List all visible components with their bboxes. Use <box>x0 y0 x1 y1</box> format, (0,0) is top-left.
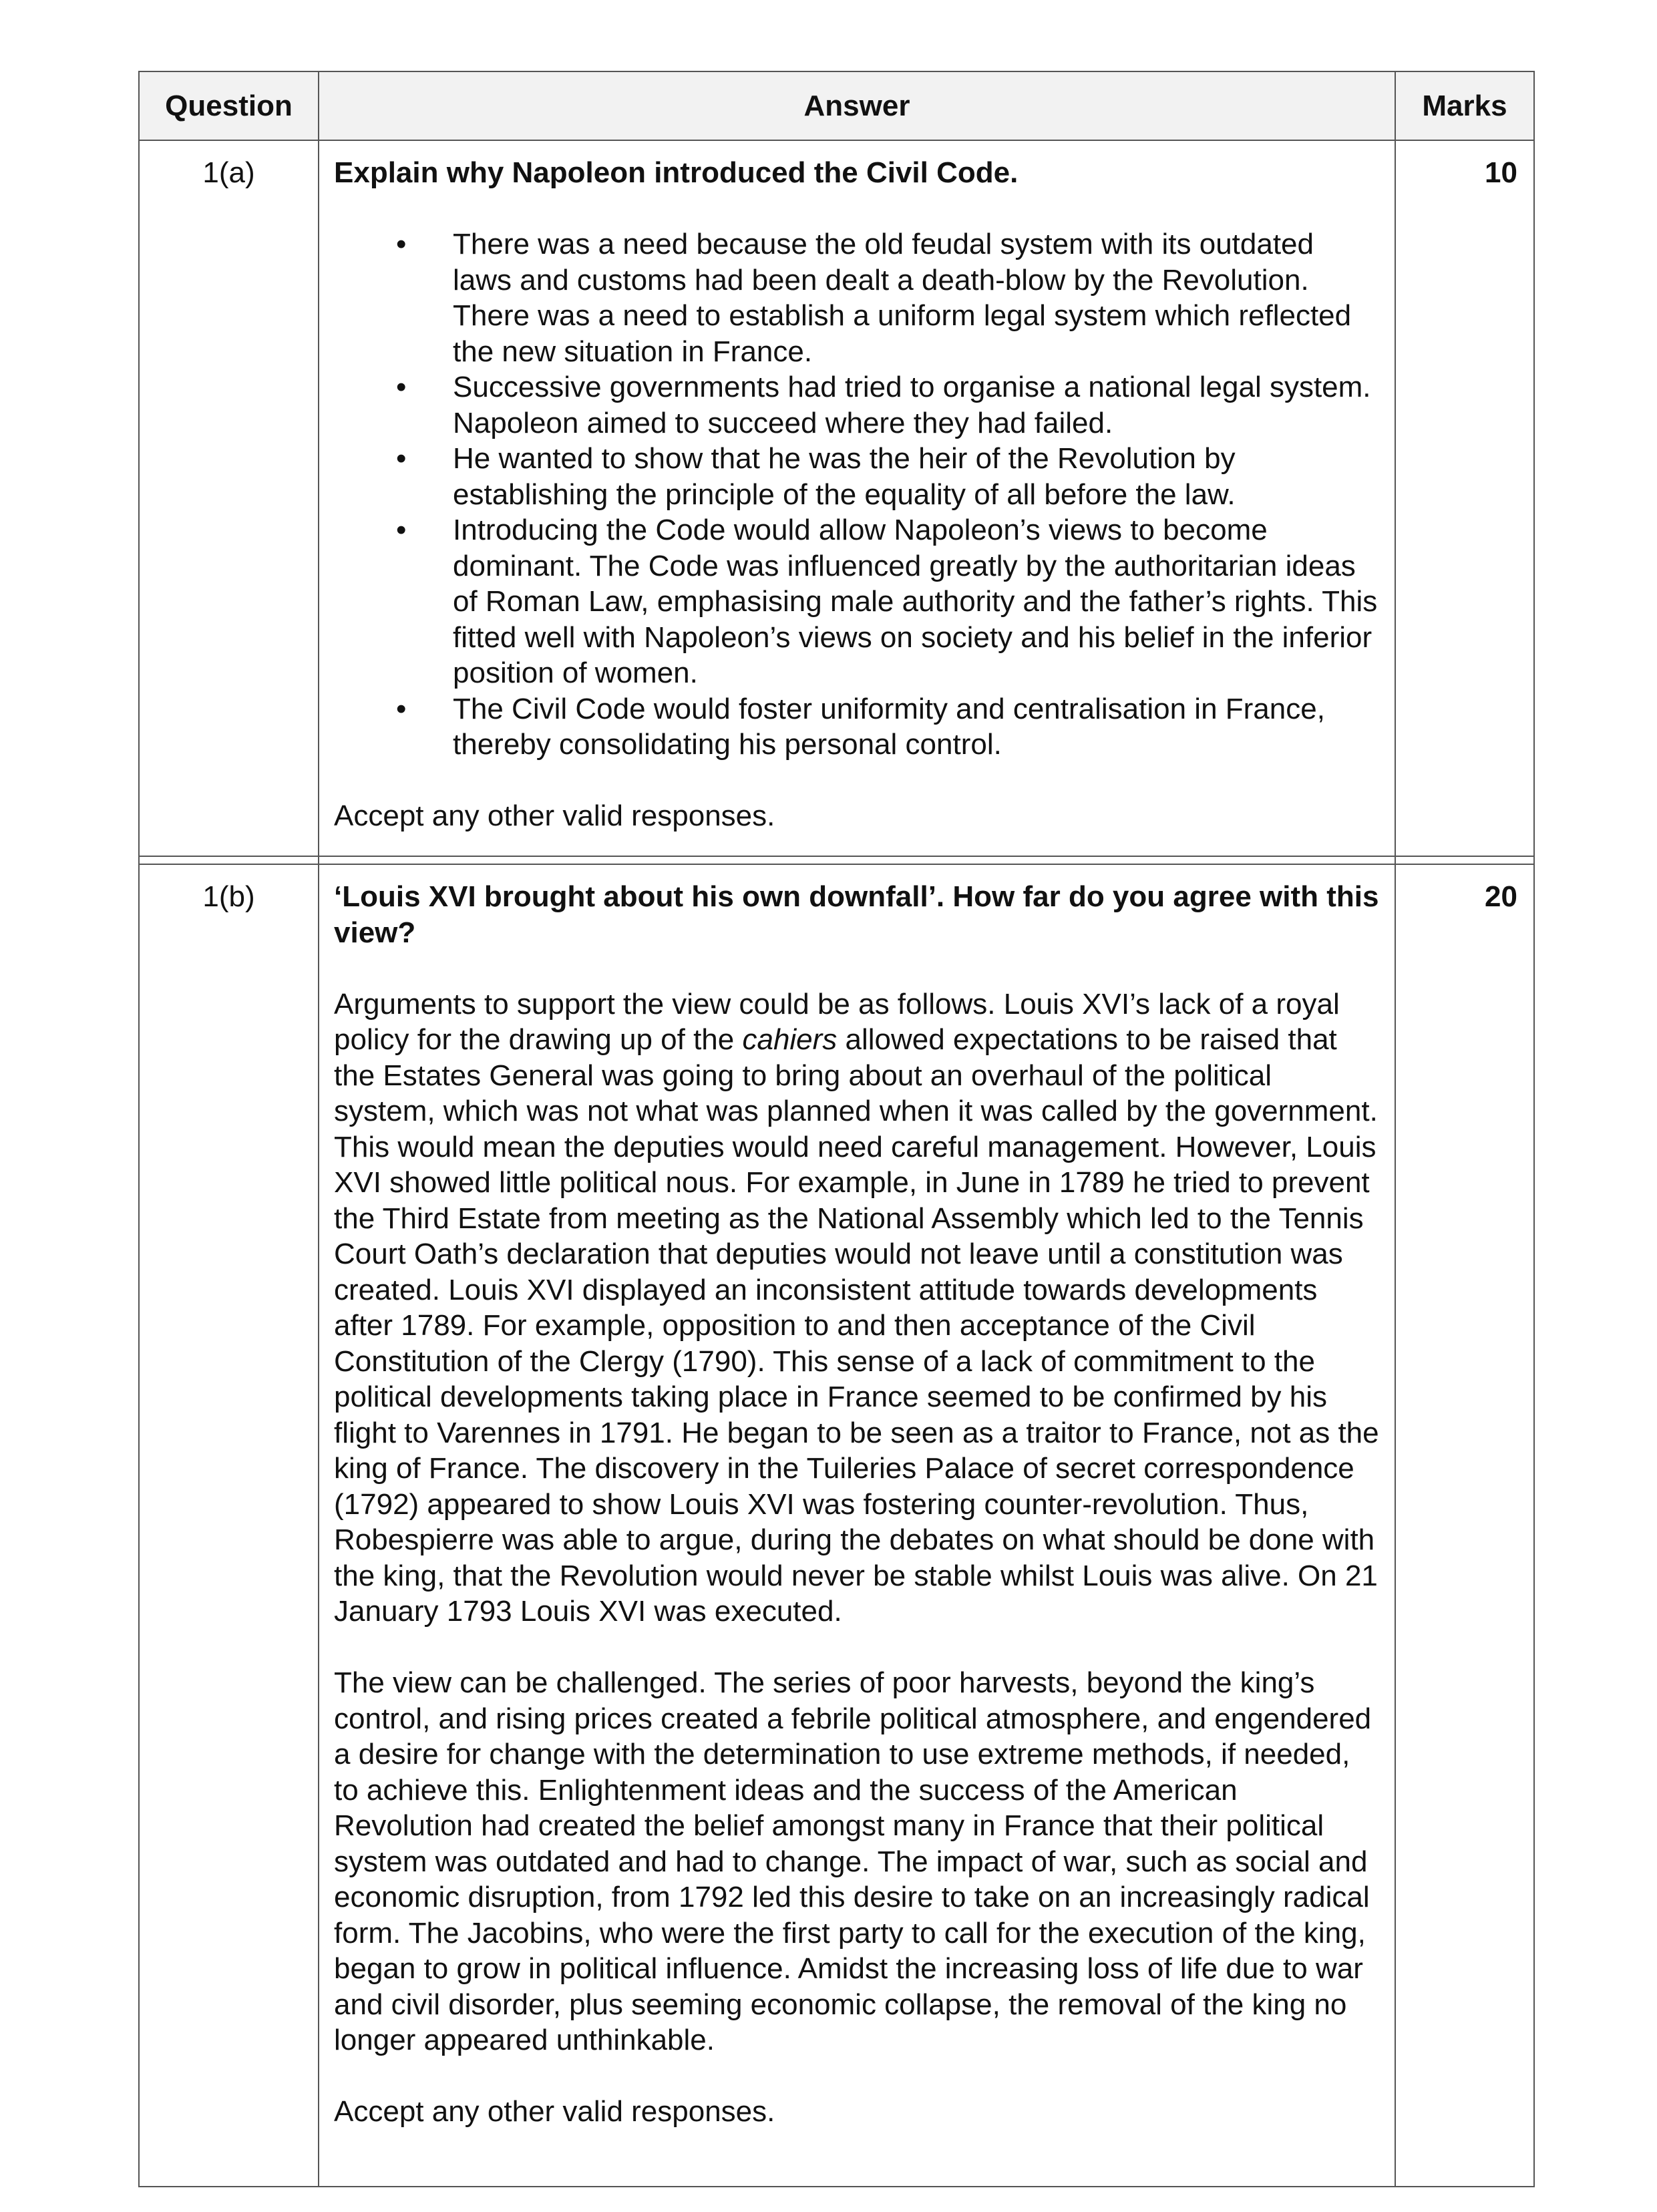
bullet-text: The Civil Code would foster uniformity and centralisation in France, thereby consolidating his personal control. <box>453 692 1325 761</box>
marks-value: 10 <box>1395 140 1534 856</box>
question-prompt: ‘Louis XVI brought about his own downfall’. How far do you agree with this view? <box>334 880 1379 949</box>
question-header: Question <box>139 71 319 140</box>
list-item <box>396 369 1380 441</box>
question-number: 1(a) <box>139 140 319 856</box>
bullet-text: He wanted to show that he was the heir of the Revolution by establishing the principle of the equality of all before the law. <box>453 442 1236 511</box>
answer-bullet-list <box>334 226 1380 763</box>
marks-value: 20 <box>1395 864 1534 2187</box>
closing-note: Accept any other valid responses. <box>334 2095 775 2128</box>
answer-header: Answer <box>319 71 1395 140</box>
marks-header: Marks <box>1395 71 1534 140</box>
header-row <box>139 71 1534 140</box>
bullet-icon: • <box>396 692 407 725</box>
list-item <box>396 441 1380 512</box>
divider-cell <box>1395 856 1534 864</box>
answer-paragraph-support <box>334 986 1380 1630</box>
divider-cell <box>139 856 319 864</box>
mark-scheme-sheet <box>138 71 1533 2187</box>
bullet-text: Introducing the Code would allow Napoleon’s views to become dominant. The Code was influenced greatly by the authoritarian ideas of Roman Law, emphasising male authority and the father’s rights. This fitted well with Napoleon’s views on society and his belief in the inferior position of women. <box>453 514 1378 689</box>
mark-scheme-table <box>138 71 1535 2187</box>
question-prompt: Explain why Napoleon introduced the Civil Code. <box>334 156 1019 189</box>
divider-cell <box>319 856 1395 864</box>
question-number: 1(b) <box>139 864 319 2187</box>
table-row <box>139 140 1534 856</box>
bullet-icon: • <box>396 371 407 403</box>
bullet-icon: • <box>396 514 407 546</box>
row-divider <box>139 856 1534 864</box>
list-item <box>396 226 1380 369</box>
bullet-icon: • <box>396 228 407 260</box>
bullet-icon: • <box>396 442 407 475</box>
paragraph-text: Arguments to support the view could be as follows. Louis XVI’s lack of a royal policy for the drawing up of the <box>334 987 1340 1056</box>
bullet-text: There was a need because the old feudal system with its outdated laws and customs had been dealt a death-blow by the Revolution. There was a need to establish a uniform legal system which reflected the new situation in France. <box>453 228 1352 368</box>
list-item <box>396 691 1380 763</box>
answer-cell <box>319 140 1395 856</box>
paragraph-text: allowed expectations to be raised that the Estates General was going to bring about an overhaul of the political system, which was not what was planned when it was called by the government. This would mean the deputies would need careful management. However, Louis XVI showed little political nous. For example, in June in 1789 he tried to prevent the Third Estate from meeting as the National Assembly which led to the Tennis Court Oath’s declaration that deputies would not leave until a constitution was created. Louis XVI displayed an inconsistent attitude towards developments after 1789. For example, opposition to and then acceptance of the Civil Constitution of the Clergy (1790). This sense of a lack of commitment to the political developments taking place in France seemed to be confirmed by his flight to Varennes in 1791. He began to be seen as a traitor to France, not as the king of France. The discovery in the Tuileries Palace of secret correspondence (1792) appeared to show Louis XVI was fostering counter-revolution. Thus, Robespierre was able to argue, during the debates on what should be done with the king, that the Revolution would never be stable whilst Louis was alive. On 21 January 1793 Louis XVI was executed. <box>334 1023 1379 1628</box>
bullet-text: Successive governments had tried to organise a national legal system. Napoleon aimed to succeed where they had failed. <box>453 371 1371 439</box>
answer-paragraph-challenge: The view can be challenged. The series of poor harvests, beyond the king’s control, and rising prices created a febrile political atmosphere, and engendered a desire for change with the determination to use extreme methods, if needed, to achieve this. Enlightenment ideas and the success of the American Revolution had created the belief amongst many in France that their political system was outdated and had to change. The impact of war, such as social and economic disruption, from 1792 led this desire to take on an increasingly radical form. The Jacobins, who were the first party to call for the execution of the king, began to grow in political influence. Amidst the increasing loss of life due to war and civil disorder, plus seeming economic collapse, the removal of the king no longer appeared unthinkable. <box>334 1666 1372 2056</box>
italic-term: cahiers <box>742 1023 838 1056</box>
answer-cell <box>319 864 1395 2187</box>
table-row <box>139 864 1534 2187</box>
closing-note: Accept any other valid responses. <box>334 799 775 832</box>
list-item <box>396 512 1380 691</box>
